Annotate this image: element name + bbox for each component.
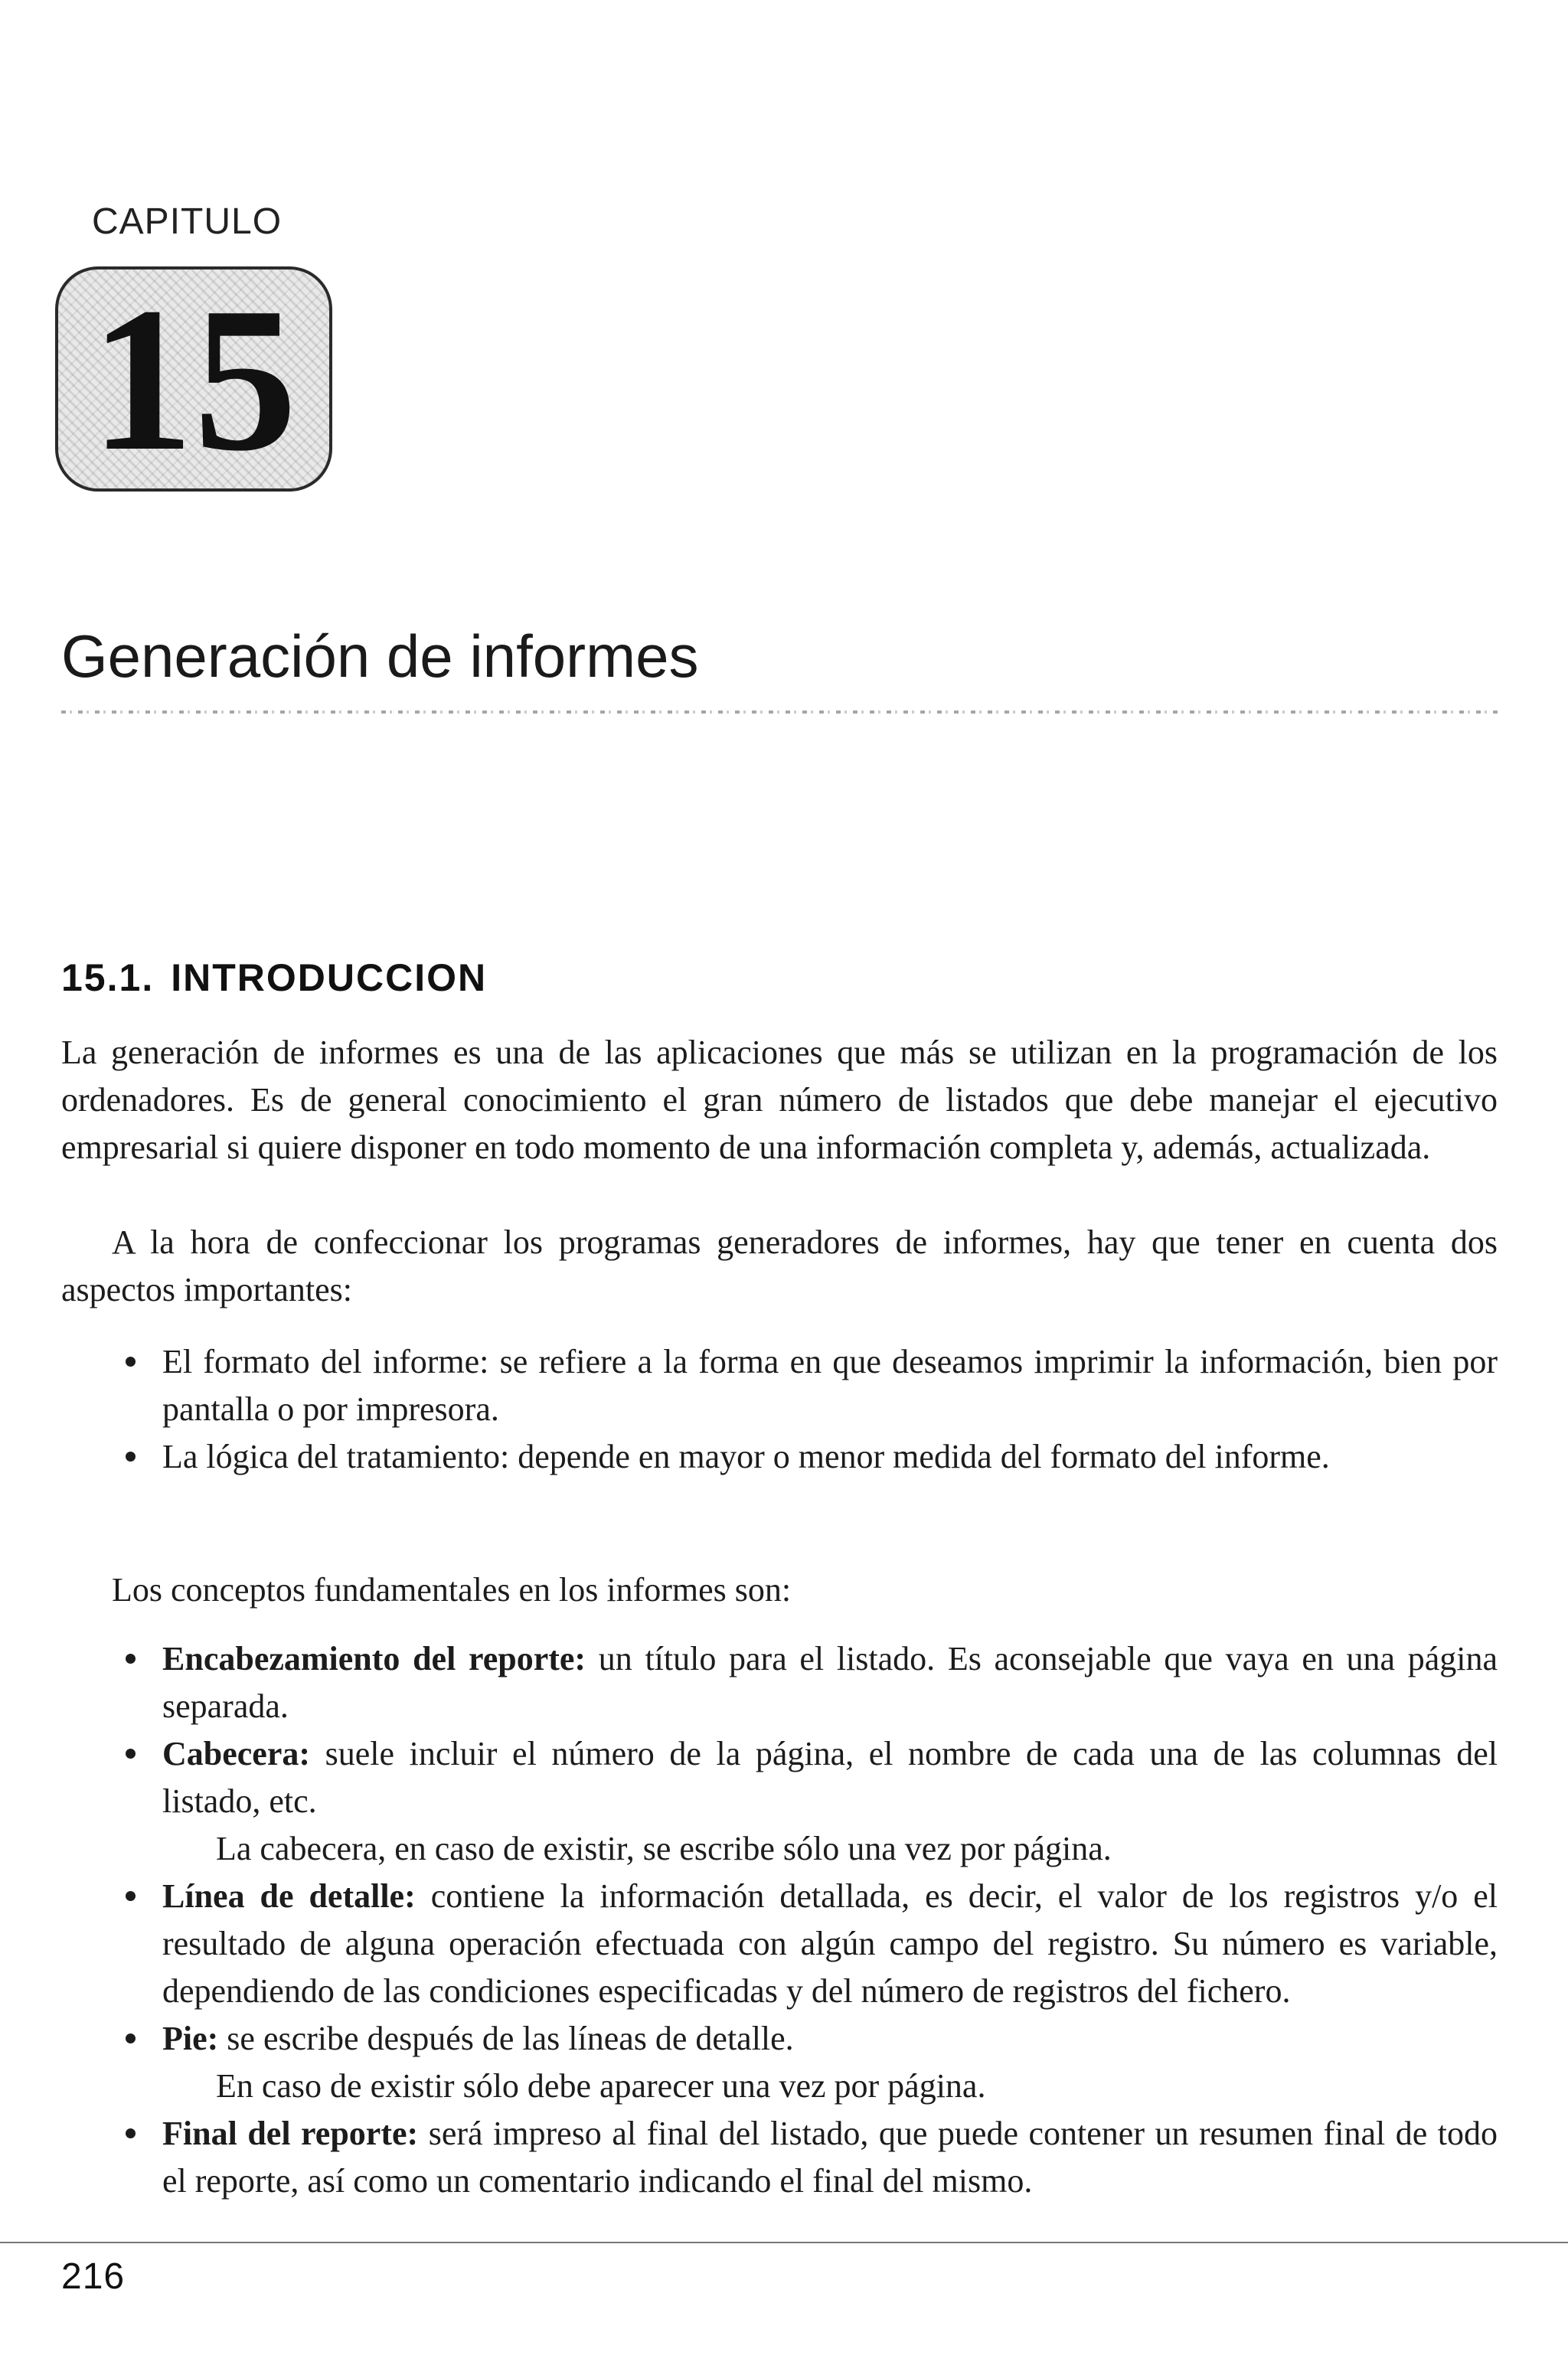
concepts-intro: Los conceptos fundamentales en los informes son: bbox=[112, 1571, 792, 1609]
concept-note: En caso de existir sólo debe aparecer una vez por página. bbox=[216, 2067, 986, 2105]
aspect-text: La lógica del tratamiento: depende en mayor o menor medida del formato del informe. bbox=[162, 1438, 1330, 1475]
page-number: 216 bbox=[61, 2256, 126, 2297]
concept-term: Cabecera: bbox=[162, 1735, 311, 1772]
chapter-label: CAPITULO bbox=[92, 201, 283, 242]
concept-note: La cabecera, en caso de existir, se escribe sólo una vez por página. bbox=[216, 1830, 1112, 1867]
bullet-icon bbox=[126, 1891, 136, 1901]
title-divider bbox=[61, 710, 1501, 714]
section-heading bbox=[61, 955, 504, 1000]
aspects-paragraph: A la hora de confeccionar los programas generadores de informes, hay que tener en cuenta dos aspectos importantes: bbox=[61, 1223, 1498, 1308]
list-item bbox=[61, 1873, 1498, 2015]
aspects-list bbox=[61, 1338, 1498, 1481]
concept-term: Final del reporte: bbox=[162, 2115, 419, 2152]
intro-paragraph: La generación de informes es una de las aplicaciones que más se utilizan en la programación de los ordenadores. Es de general conocimiento el gran número de listados que debe manejar el ejecutivo empresarial si quiere disponer en todo momento de una información completa y, además, actualizada. bbox=[61, 1034, 1498, 1166]
list-item bbox=[61, 2110, 1498, 2205]
concept-term: Pie: bbox=[162, 2020, 219, 2057]
list-item bbox=[61, 1433, 1498, 1481]
concepts-list bbox=[61, 1635, 1498, 2205]
list-item bbox=[61, 2015, 1498, 2110]
concept-text: un título para el listado. Es aconsejable que vaya en una página separada. bbox=[162, 1640, 1498, 1725]
footer-divider bbox=[0, 2242, 1568, 2243]
aspect-text: El formato del informe: se refiere a la forma en que deseamos imprimir la información, bien por pantalla o por impresora. bbox=[162, 1343, 1498, 1428]
concept-text: será impreso al final del listado, que puede contener un resumen final de todo el reporte, así como un comentario indicando el final del mismo. bbox=[162, 2115, 1498, 2200]
list-item bbox=[61, 1635, 1498, 1730]
concept-term: Encabezamiento del reporte: bbox=[162, 1640, 586, 1677]
concept-text: suele incluir el número de la página, el nombre de cada una de las columnas del listado, etc. bbox=[162, 1735, 1498, 1820]
bullet-icon bbox=[126, 1357, 136, 1367]
concept-text: contiene la información detallada, es decir, el valor de los registros y/o el resultado de alguna operación efectuada con algún campo del registro. Su número es variable, dependiendo de las condiciones especificadas y del número de registros del fichero. bbox=[162, 1877, 1498, 2010]
list-item bbox=[61, 1730, 1498, 1873]
bullet-icon bbox=[126, 2033, 136, 2043]
chapter-number: 15 bbox=[90, 266, 297, 492]
bullet-icon bbox=[126, 2128, 136, 2138]
bullet-icon bbox=[126, 1654, 136, 1664]
bullet-icon bbox=[126, 1749, 136, 1759]
concept-text: se escribe después de las líneas de detalle. bbox=[227, 2020, 794, 2057]
section-title: INTRODUCCION bbox=[171, 956, 488, 999]
chapter-title: Generación de informes bbox=[61, 622, 699, 690]
chapter-number-badge bbox=[55, 266, 332, 492]
bullet-icon bbox=[126, 1452, 136, 1462]
section-number: 15.1. bbox=[61, 956, 155, 999]
concept-term: Línea de detalle: bbox=[162, 1877, 416, 1915]
list-item bbox=[61, 1338, 1498, 1433]
